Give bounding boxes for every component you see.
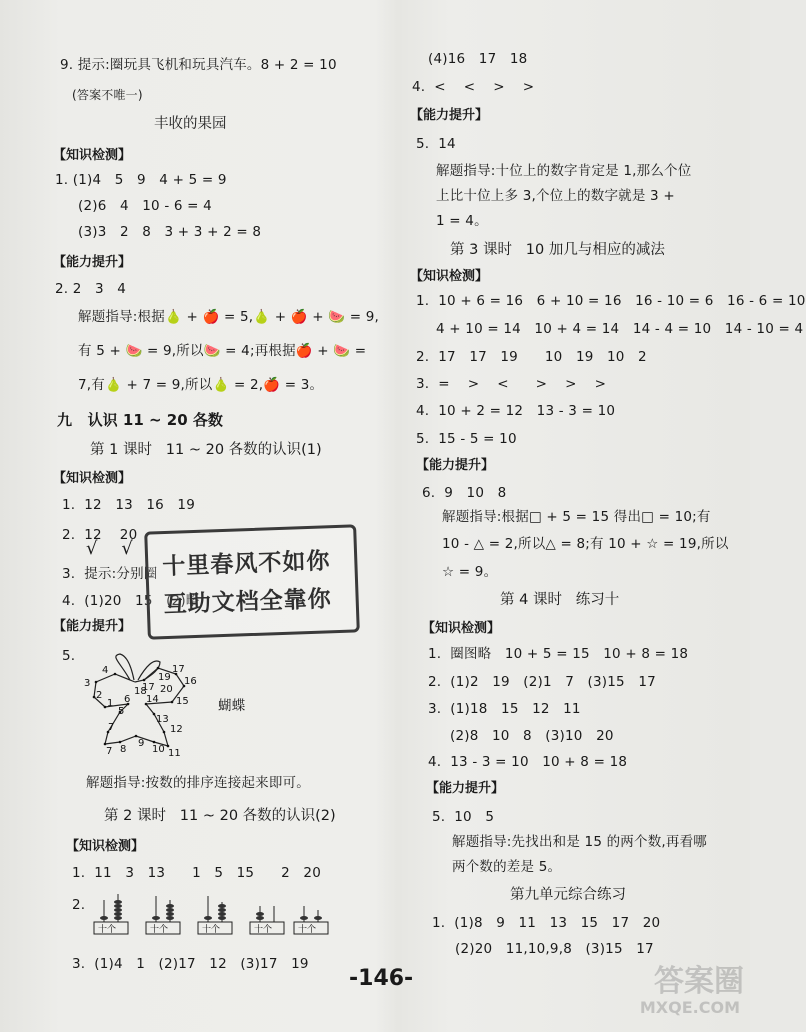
tag-ability: 【能力提升】: [426, 781, 505, 796]
stamp-overlay: [144, 524, 360, 639]
answer-line: 3. 提示:分别圈: [62, 566, 158, 582]
guidance-line: 有 5 + 🍉 = 9,所以🍉 = 4;再根据🍎 + 🍉 =: [78, 343, 367, 359]
tag-ability: 【能力提升】: [53, 255, 132, 270]
abacus-label: 十个: [150, 925, 169, 935]
answer-line: 1. 12 13 16 19: [62, 497, 195, 513]
tag-knowledge-check: 【知识检测】: [66, 839, 145, 854]
answer-line: 1. 11 3 13 1 5 15 2 20: [72, 865, 321, 881]
abacus-label: 十个: [98, 925, 117, 935]
check-marks: √ √: [86, 538, 134, 559]
answer-line: 3. = > < > > >: [416, 376, 607, 392]
answer-line: 1. (1)4 5 9 4 + 5 = 9: [55, 172, 227, 188]
page-number: -146-: [349, 966, 414, 991]
answer-line: 4. (1)20 15 (2)略: [62, 593, 200, 609]
answer-line: 1. (1)8 9 11 13 15 17 20: [432, 915, 661, 931]
watermark-logo: 答案圈: [654, 964, 744, 999]
butterfly-figure: [80, 652, 210, 764]
stamp-line-1: 十里春风不如你: [161, 547, 331, 581]
dot-label: 12: [170, 724, 183, 735]
lesson-title-harvest: 丰收的果园: [154, 116, 227, 132]
guidance-line: 1 = 4。: [436, 213, 488, 229]
stamp-line-2: 互助文档全靠你: [163, 585, 333, 619]
abacus-row: [90, 892, 340, 942]
abacus-label: 十个: [298, 925, 317, 935]
unit-title: 九 认识 11 ~ 20 各数: [57, 411, 223, 429]
answer-line: (3)3 2 8 3 + 3 + 2 = 8: [78, 224, 262, 240]
answer-line: 1. 圈图略 10 + 5 = 15 10 + 8 = 18: [428, 646, 689, 662]
answer-line: 4. < < > >: [412, 79, 535, 95]
answer-line: 2.: [72, 897, 86, 913]
tag-knowledge-check: 【知识检测】: [53, 471, 132, 486]
dot-label: 5: [118, 706, 125, 717]
answer-line: 2. 2 3 4: [55, 281, 127, 297]
dot-label: 7: [106, 746, 113, 757]
answer-line: 4 + 10 = 14 10 + 4 = 14 14 - 4 = 10 14 - 10 = 4: [436, 321, 804, 337]
dot-label: 17: [142, 682, 155, 693]
abacus-label: 十个: [202, 925, 221, 935]
guidance-line: 上比十位上多 3,个位上的数字就是 3 +: [436, 188, 675, 204]
answer-line: (4)16 17 18: [428, 51, 528, 67]
answer-line: 1. 10 + 6 = 16 6 + 10 = 16 16 - 10 = 6 16 - 6 = 10: [416, 293, 806, 309]
guidance-line: 解题指导:根据🍐 + 🍎 = 5,🍐 + 🍎 + 🍉 = 9,: [78, 309, 380, 325]
answer-line: 5.: [62, 648, 76, 664]
dot-label: 6: [124, 694, 131, 705]
dot-label: 20: [160, 684, 173, 695]
answer-line: 3. (1)18 15 12 11: [428, 701, 581, 717]
guidance-line: 解题指导:十位上的数字肯定是 1,那么个位: [436, 163, 692, 179]
watermark-url: MXQE.COM: [639, 998, 740, 1017]
tag-knowledge-check: 【知识检测】: [422, 621, 501, 636]
guidance-line: 两个数的差是 5。: [452, 859, 562, 875]
answer-line: 2. 17 17 19 10 19 10 2: [416, 349, 647, 365]
guidance-line: 解题指导:根据□ + 5 = 15 得出□ = 10;有: [442, 509, 711, 525]
answer-line: 4. 10 + 2 = 12 13 - 3 = 10: [416, 403, 616, 419]
tag-ability: 【能力提升】: [416, 458, 495, 473]
lesson-title: 第 4 课时 练习十: [500, 592, 620, 608]
lesson-title: 第九单元综合练习: [510, 887, 626, 903]
answer-note: (答案不唯一): [72, 88, 143, 102]
answer-line: 3. (1)4 1 (2)17 12 (3)17 19: [72, 956, 309, 972]
dot-label: 16: [184, 676, 197, 687]
guidance-line: 7,有🍐 + 7 = 9,所以🍐 = 2,🍎 = 3。: [78, 377, 324, 393]
answer-line: 2. (1)2 19 (2)1 7 (3)15 17: [428, 674, 656, 690]
tag-ability: 【能力提升】: [410, 108, 489, 123]
butterfly-label: 蝴蝶: [218, 698, 246, 714]
dot-label: 8: [120, 744, 127, 755]
guidance-line: ☆ = 9。: [442, 564, 498, 580]
answer-9: 9. 提示:圈玩具飞机和玩具汽车。8 + 2 = 10: [60, 57, 337, 73]
dot-label: 7: [108, 722, 115, 733]
tag-ability: 【能力提升】: [53, 619, 132, 634]
lesson-title: 第 1 课时 11 ~ 20 各数的认识(1): [90, 442, 322, 458]
answer-line: (2)6 4 10 - 6 = 4: [78, 198, 212, 214]
lesson-title: 第 2 课时 11 ~ 20 各数的认识(2): [104, 808, 336, 824]
answer-line: 6. 9 10 8: [422, 485, 507, 501]
tag-knowledge-check: 【知识检测】: [410, 269, 489, 284]
dot-label: 2: [96, 690, 103, 701]
dot-label: 13: [156, 714, 169, 725]
answer-line: 5. 15 - 5 = 10: [416, 431, 517, 447]
dot-label: 17: [172, 664, 185, 675]
lesson-title: 第 3 课时 10 加几与相应的减法: [450, 242, 665, 258]
tag-knowledge-check: 【知识检测】: [53, 148, 132, 163]
answer-line: 2. 12 20: [62, 527, 138, 543]
dot-label: 9: [138, 738, 145, 749]
dot-label: 4: [102, 665, 109, 676]
guidance-line: 解题指导:按数的排序连接起来即可。: [86, 775, 310, 791]
guidance-line: 10 - △ = 2,所以△ = 8;有 10 + ☆ = 19,所以: [442, 536, 729, 552]
dot-label: 15: [176, 696, 189, 707]
dot-label: 11: [168, 748, 181, 759]
dot-label: 1: [107, 698, 114, 709]
abacus-label: 十个: [254, 925, 273, 935]
answer-line: 5. 10 5: [432, 809, 495, 825]
dot-label: 3: [84, 678, 91, 689]
answer-line: 5. 14: [416, 136, 456, 152]
answer-line: (2)8 10 8 (3)10 20: [450, 728, 614, 744]
dot-label: 19: [158, 672, 171, 683]
answer-line: (2)20 11,10,9,8 (3)15 17: [455, 941, 654, 957]
dot-label: 14: [146, 694, 159, 705]
dot-label: 18: [134, 686, 147, 697]
answer-line: 4. 13 - 3 = 10 10 + 8 = 18: [428, 754, 628, 770]
guidance-line: 解题指导:先找出和是 15 的两个数,再看哪: [452, 834, 707, 850]
dot-label: 10: [152, 744, 165, 755]
